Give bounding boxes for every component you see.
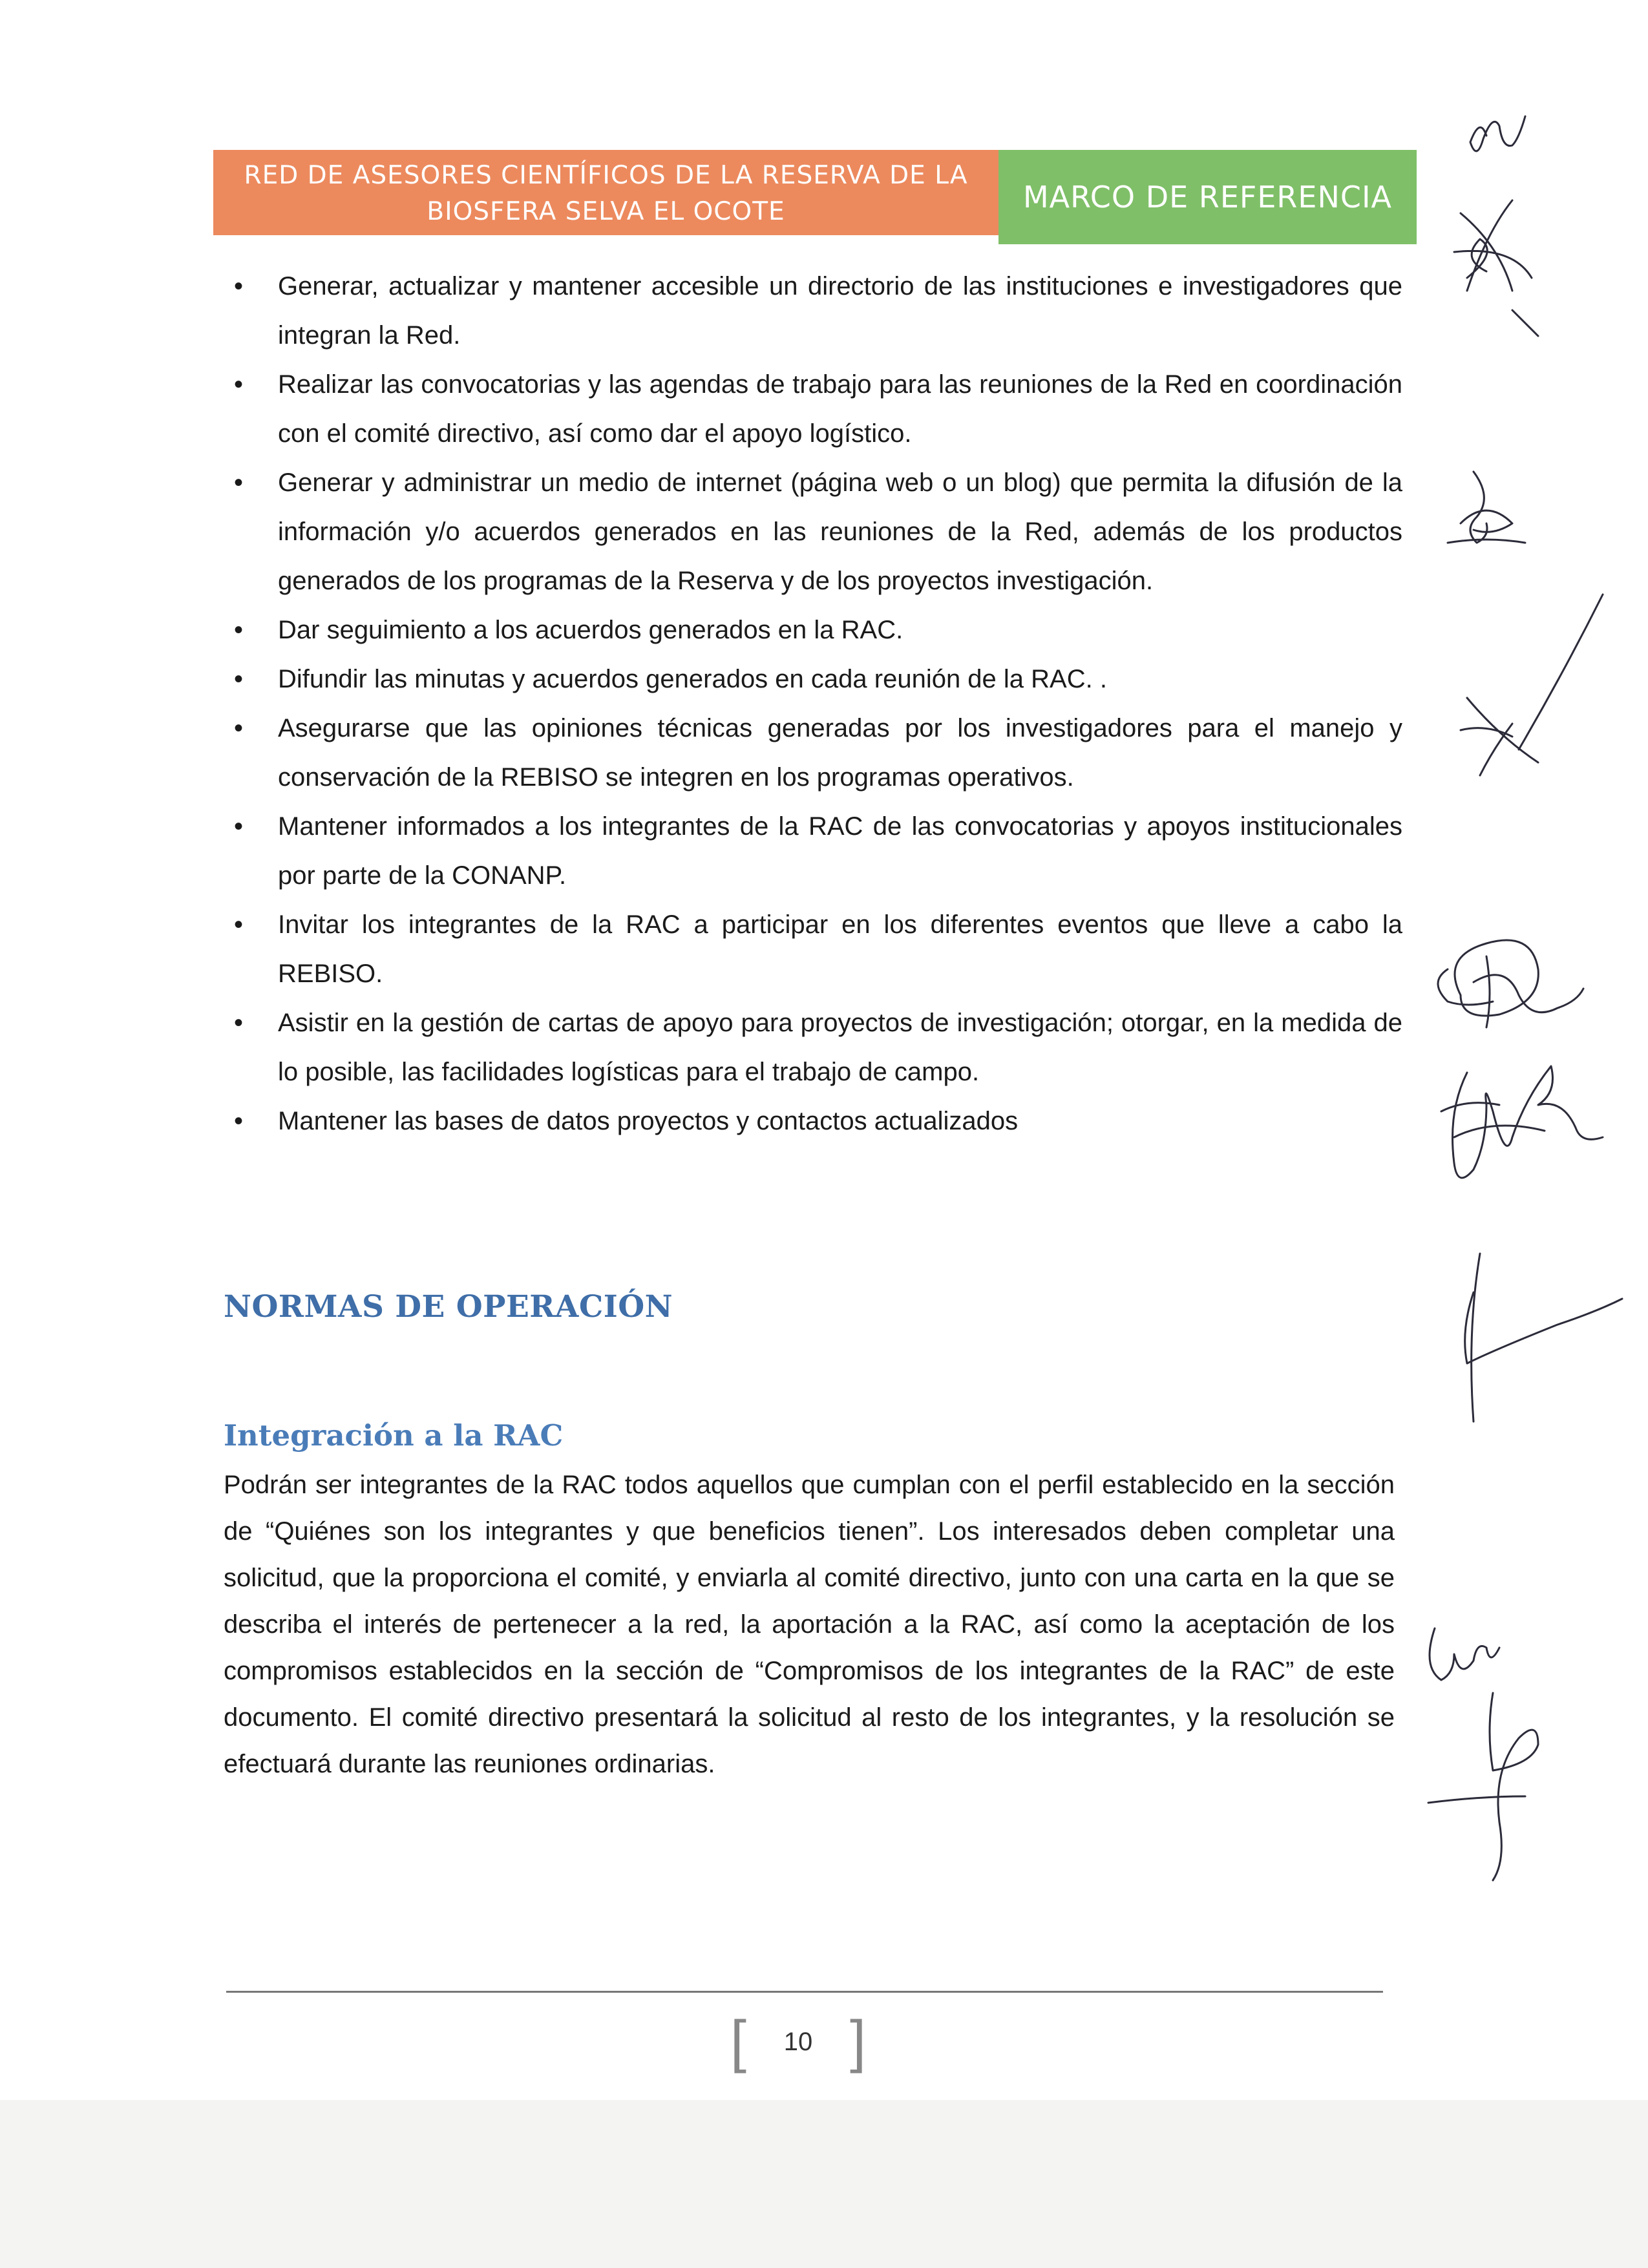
list-item: • Difundir las minutas y acuerdos generados en cada reunión de la RAC. . (278, 655, 1402, 704)
list-item: • Dar seguimiento a los acuerdos generados en la RAC. (278, 605, 1402, 655)
subsection-heading: Integración a la RAC (224, 1418, 564, 1453)
margin-signatures (1409, 78, 1648, 2016)
signature-6 (1441, 1066, 1603, 1178)
signature-7 (1465, 1254, 1622, 1422)
body-paragraph: Podrán ser integrantes de la RAC todos aquellos que cumplan con el perfil establecido en la sección de “Quiénes son los integrantes y que beneficios tienen”. Los interesados deben completar una solicitud, que la proporciona el comité, y enviarla al comité directivo, junto con una carta en la que se describa el interés de pertenecer a la red, la aportación a la RAC, así como la aceptación de los compromisos establecidos en la sección de “Compromisos de los integrantes de la RAC” de este documento. El comité directivo presentará la solicitud al resto de los integrantes, y la resolución se efectuará durante las reuniones ordinarias. (224, 1471, 1395, 1778)
page-number-value: 10 (783, 2027, 813, 2056)
signature-8 (1430, 1628, 1499, 1680)
list-item: • Mantener informados a los integrantes de la RAC de las convocatorias y apoyos institucionales por parte de la CONANP. (278, 802, 1402, 900)
list-item: • Asegurarse que las opiniones técnicas generadas por los investigadores para el manejo y conservación de la REBISO se integren en los programas operativos. (278, 704, 1402, 802)
list-item: • Realizar las convocatorias y las agendas de trabajo para las reuniones de la Red en coordinación con el comité directivo, así como dar el apoyo logístico. (278, 360, 1402, 458)
list-item: • Invitar los integrantes de la RAC a participar en los diferentes eventos que lleve a cabo la REBISO. (278, 900, 1402, 998)
left-bracket-icon: [ (730, 2009, 747, 2074)
signature-1 (1470, 116, 1525, 151)
header-section-banner: MARCO DE REFERENCIA (998, 150, 1417, 244)
header-org-line-1: RED DE ASESORES CIENTÍFICOS DE LA RESERVA DE LA (244, 161, 968, 190)
list-item: • Generar, actualizar y mantener accesible un directorio de las instituciones e investigadores que integran la Red. (278, 262, 1402, 360)
section-heading: NORMAS DE OPERACIÓN (224, 1289, 673, 1325)
responsibilities-list (278, 262, 1402, 1146)
right-bracket-icon: ] (849, 2009, 866, 2074)
page-header (213, 150, 1417, 240)
signature-2 (1454, 200, 1538, 336)
scan-background-strip (0, 2100, 1648, 2268)
signature-3 (1448, 472, 1525, 543)
header-organization-banner (213, 150, 998, 235)
list-item: • Asistir en la gestión de cartas de apoyo para proyectos de investigación; otorgar, en la medida de lo posible, las facilidades logísticas para el trabajo de campo. (278, 998, 1402, 1097)
signature-5 (1438, 940, 1583, 1027)
footer-divider (226, 1991, 1383, 1993)
signature-9 (1428, 1693, 1538, 1880)
page-number (730, 2009, 866, 2074)
signature-4 (1461, 594, 1603, 775)
header-org-line-2: BIOSFERA SELVA EL OCOTE (427, 197, 785, 226)
list-item: • Generar y administrar un medio de internet (página web o un blog) que permita la difusión de la información y/o acuerdos generados en las reuniones de la Red, además de los productos generados de los programas de la Reserva y de los proyectos investigación. (278, 458, 1402, 605)
list-item: • Mantener las bases de datos proyectos y contactos actualizados (278, 1097, 1402, 1146)
